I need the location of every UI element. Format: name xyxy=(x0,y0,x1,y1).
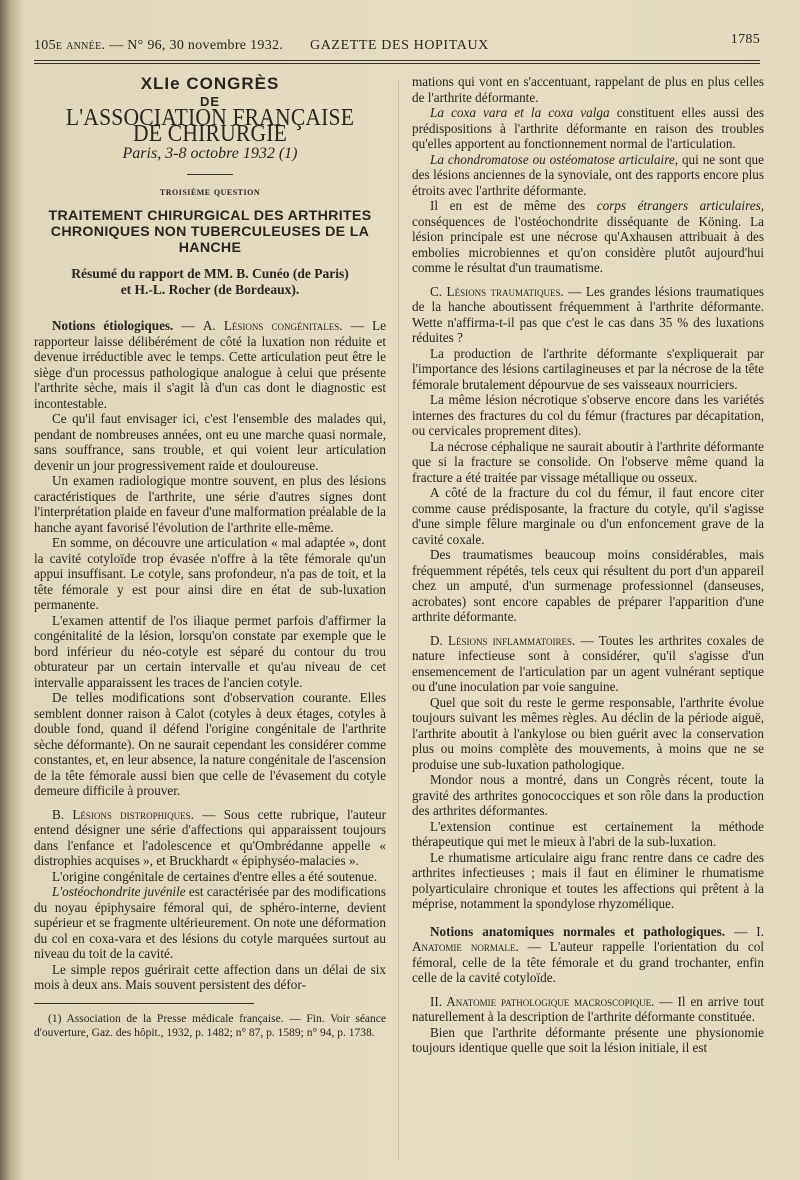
paragraph-text: — Il en arrive tout naturellement à la description de l'arthrite déformante constituée. xyxy=(412,993,765,1024)
paragraph: De telles modifications sont d'observation courante. Elles semblent donner raison à Calot (cotyles à deux étages, cotyles à double fond, quand il défend l'origine congénitale de l'arthrite sèche déformante). On ne saurait cependant les considérer comme constantes, et, en leur absence, la nature congénitale de l'ascension de la tête fémorale aussi bien que celle de l'évasement du cotyle demeure difficile à prouver. xyxy=(34,690,386,798)
question-label: troisième question xyxy=(159,185,261,198)
paragraph: L'origine congénitale de certaines d'entre elles a été soutenue. xyxy=(52,868,378,884)
paragraph: Un examen radiologique montre souvent, en plus des lésions caractéristiques de l'arthrite, une série d'autres signes dont l'interprétation plaide en faveur d'une malformation préalable de la hanche ayant favorisé l'évolution de l'arthrite elle-même. xyxy=(34,473,386,535)
paragraph: Des traumatismes beaucoup moins considérables, mais fréquemment répétés, tels ceux qui résultent du port d'un appareil chez un amputé, d'un surmenage professionnel (danseuses, acrobates) sont encore capables de préparer l'apparition d'une arthrite déformante. xyxy=(412,547,764,624)
section-heading: Notions anatomiques normales et pathologiques. xyxy=(430,923,726,939)
paragraph xyxy=(34,884,386,962)
header-rule xyxy=(34,60,760,61)
paragraph-text: — Les grandes lésions traumatiques de la hanche aboutissent fréquemment à l'arthrite déformante. Wette n'affirma-t-il pas que c'est le cas dans 35 % des luxations réduites ? xyxy=(412,283,764,345)
paragraph: Mondor nous a montré, dans un Congrès récent, toute la gravité des arthrites gonococciques et son rôle dans la production des arthrites déformantes. xyxy=(412,772,764,818)
paragraph: Ce qu'il faut envisager ici, c'est l'ensemble des malades qui, pendant de nombreuses années, ont eu une marche quasi normale, sans souffrance, sans trouble, et qui voient leur articulation devenir un jour progressivement raide et douloureuse. xyxy=(34,411,386,473)
right-column xyxy=(412,74,764,1056)
paragraph xyxy=(412,284,764,346)
paragraph-text: est caractérisée par des modifications du noyau épiphysaire fémoral qui, de sphéro-interne, devient supérieur et se fragmente ultérieurement. On note une déformation du col en coxa-vara et des lésions du cotyle marquées surtout au niveau du toit de la cavité. xyxy=(34,884,386,961)
paragraph: La nécrose céphalique ne saurait aboutir à l'arthrite déformante que si la fracture se consolide. On l'observe même quand la fracture a été traitée par vissage métallique ou osseux. xyxy=(412,438,764,485)
congress-date: Paris, 3-8 octobre 1932 (1) xyxy=(122,145,298,162)
page-header xyxy=(34,32,760,58)
paragraph: En somme, on découvre une articulation « mal adaptée », dont la cavité cotyloïde trop évasée n'offre à la tête fémorale qu'un appui insuffisant. Le cotyle, sans profondeur, n'a pas de toit, et la tête fémorale y est pour ainsi dire en état de sub-luxation permanente. xyxy=(34,535,386,612)
column-gutter xyxy=(398,80,399,1160)
footnote-rule xyxy=(34,1003,254,1004)
paragraph: Quel que soit du reste le germe responsable, l'arthrite évolue toujours suivant les mêmes règles. Au déclin de la période aiguë, l'arthrite aboutit à l'ankylose ou bien guérit avec la conservation plus ou moins complète des mouvements, à moins que ne se produise une sub-luxation pathologique. xyxy=(412,694,764,772)
paragraph: A côté de la fracture du col du fémur, il faut encore citer comme cause prédisposante, la fracture du cotyle, qu'il s'agisse d'une simple fêlure marginale ou d'un enfoncement grave de la cavité coxale. xyxy=(412,485,764,547)
paragraph xyxy=(412,152,764,199)
title-divider xyxy=(187,174,233,175)
paragraph: La même lésion nécrotique s'observe encore dans les variétés internes des fractures du col du fémur (fractures par décapitation, ou cervicales proprement dites). xyxy=(412,392,764,438)
header-rule-2 xyxy=(34,63,760,64)
paragraph xyxy=(412,633,764,695)
paragraph: La production de l'arthrite déformante s'expliquerait par l'importance des lésions cartilagineuses et par la nécrose de la tête fémorale brutalement dépourvue de ses vaisseaux nourriciers. xyxy=(412,345,764,392)
paragraph: L'examen attentif de l'os iliaque permet parfois d'affirmer la congénitalité de la lésion, lorsqu'on constate par exemple que le bord inférieur du néo-cotyle est séparé du contour du trou obturateur par un certain intervalle et qu'au niveau de cet intervalle apparaissent les traces de l'ancien cotyle. xyxy=(34,612,386,690)
paragraph-text: qui ne sont que des lésions anciennes de la synoviale, ont des rapports encore plus étroits avec l'arthrite déformante. xyxy=(412,151,765,198)
subsection-heading: I. Anatomie normale. xyxy=(412,923,764,954)
paragraph: L'extension continue est certainement la méthode thérapeutique qui met le mieux à l'abri de la sub-luxation. xyxy=(412,818,764,849)
resume-line-1: Résumé du rapport de MM. B. Cunéo (de Paris) xyxy=(71,266,349,281)
paragraph xyxy=(34,807,386,869)
emphasis: La chondromatose ou ostéomatose articulaire, xyxy=(430,151,679,167)
congress-title: XLIe CONGRÈS xyxy=(140,74,280,93)
emphasis: La coxa vara et la coxa valga xyxy=(430,105,610,120)
left-column xyxy=(34,74,386,1040)
paragraph: Le rhumatisme articulaire aigu franc rentre dans ce cadre des arthrites infectieuses ; mais il faut en éliminer le rhumatisme polyarticulaire chronique et toutes les affections qui prêtent à la méprise, notamment la spondylose rhyzomélique. xyxy=(412,849,764,911)
paragraph: Le simple repos guérirait cette affection dans un délai de six mois à deux ans. Mais souvent persistent des défor- xyxy=(34,961,386,992)
paragraph-text: — Toutes les arthrites coxales de nature infectieuse sont à considérer, qu'il s'agisse d'un ensemencement de l'articulation par un agent vulnérant septique ou d'une inoculation par voie sanguine. xyxy=(412,632,764,694)
header-issue-text: — N° 96, 30 novembre 1932. xyxy=(109,38,284,53)
paragraph xyxy=(412,105,764,152)
congress-de: DE xyxy=(199,93,221,109)
paragraph-text: Il en est de même des xyxy=(430,198,586,213)
paragraph: Notions étiologiques. — A. Lésions congénitales. — Le rapporteur laisse délibérément de côté la luxation non réduite et devenue irréductible avec le temps. Cette articulation peut être le siège d'un processus pathologique analogue à celui que présente l'arthrite sèche, mais il s'agit là d'un cas dont le diagnostic est incontestable. xyxy=(34,318,387,411)
header-issue xyxy=(34,38,283,54)
section-heading: Notions étiologiques. xyxy=(52,318,174,333)
header-page-number: 1785 xyxy=(730,32,760,47)
paragraph: Bien que l'arthrite déformante présente une physionomie toujours identique quelle que soit la lésion initiale, il est xyxy=(412,1024,764,1055)
paragraph xyxy=(412,198,764,276)
paragraph: mations qui vont en s'accentuant, rappelant de plus en plus celles de l'arthrite déformante. xyxy=(412,74,764,105)
header-journal: GAZETTE DES HOPITAUX xyxy=(310,38,489,53)
subsection-heading: D. Lésions inflammatoires. xyxy=(430,632,576,648)
article-title: TRAITEMENT CHIRURGICAL DES ARTHRITES CHRONIQUES NON TUBERCULEUSES DE LA HANCHE xyxy=(48,208,372,256)
subsection-heading: B. Lésions distrophiques. xyxy=(52,806,194,822)
subsection-heading: C. Lésions traumatiques. xyxy=(430,283,564,299)
subsection-heading: II. Anatomie pathologique macroscopique. xyxy=(430,993,655,1009)
subsection-heading: A. Lésions congénitales. xyxy=(202,318,343,333)
paragraph-text: conséquences de l'ostéochondrite disséquante de Köning. La lésion principale est une nécrose qu'Axhausen attribuait à des embolies microbiennes et qu'on considère plutôt aujourd'hui comme le résultat d'un traumatisme. xyxy=(412,213,764,275)
paragraph-text: constituent elles aussi des prédispositions à l'arthrite déformante en raison des troubles qu'elles apportent au fonctionnement normal de l'articulation. xyxy=(412,105,765,151)
paragraph-text: — Le rapporteur laisse délibérément de côté la luxation non réduite et devenue irréductible avec le temps. Cette articulation peut être le siège d'un processus pathologique analogue à celui que présente l'arthrite sèche, mais il s'agit là d'un cas dont le diagnostic est incontestable. xyxy=(34,318,387,411)
emphasis: L'ostéochondrite juvénile xyxy=(52,884,186,899)
header-year: 105e année. xyxy=(34,38,106,53)
resume-line-2: et H.-L. Rocher (de Bordeaux). xyxy=(120,282,300,297)
paragraph xyxy=(412,994,764,1025)
paragraph-text: — Sous cette rubrique, l'auteur entend désigner une série d'affections qui apparaissent toujours dans l'enfance et l'adolescence et qu'Ombrédanne appelle « distrophies acquises », et Bruckhardt « épiphyséo-malacies ». xyxy=(34,806,386,868)
emphasis: corps étrangers articulaires, xyxy=(596,198,765,213)
association-title: L'ASSOCIATION FRANÇAISE DE CHIRURGIE xyxy=(65,105,355,147)
paragraph-text: — L'auteur rappelle l'orientation du col fémoral, celle de la tête fémorale et du grand trochanter, enfin celle de la cavité cotyloïde. xyxy=(412,939,765,985)
paragraph: Notions anatomiques normales et pathologiques. — I. Anatomie normale. — L'auteur rappelle l'orientation du col fémoral, celle de la tête fémorale et du grand trochanter, enfin celle de la cavité cotyloïde. xyxy=(412,923,765,985)
footnote: (1) Association de la Presse médicale française. — Fin. Voir séance d'ouverture, Gaz. des hôpit., 1932, p. 1482; n° 87, p. 1589; n° 94, p. 1738. xyxy=(34,1012,386,1039)
